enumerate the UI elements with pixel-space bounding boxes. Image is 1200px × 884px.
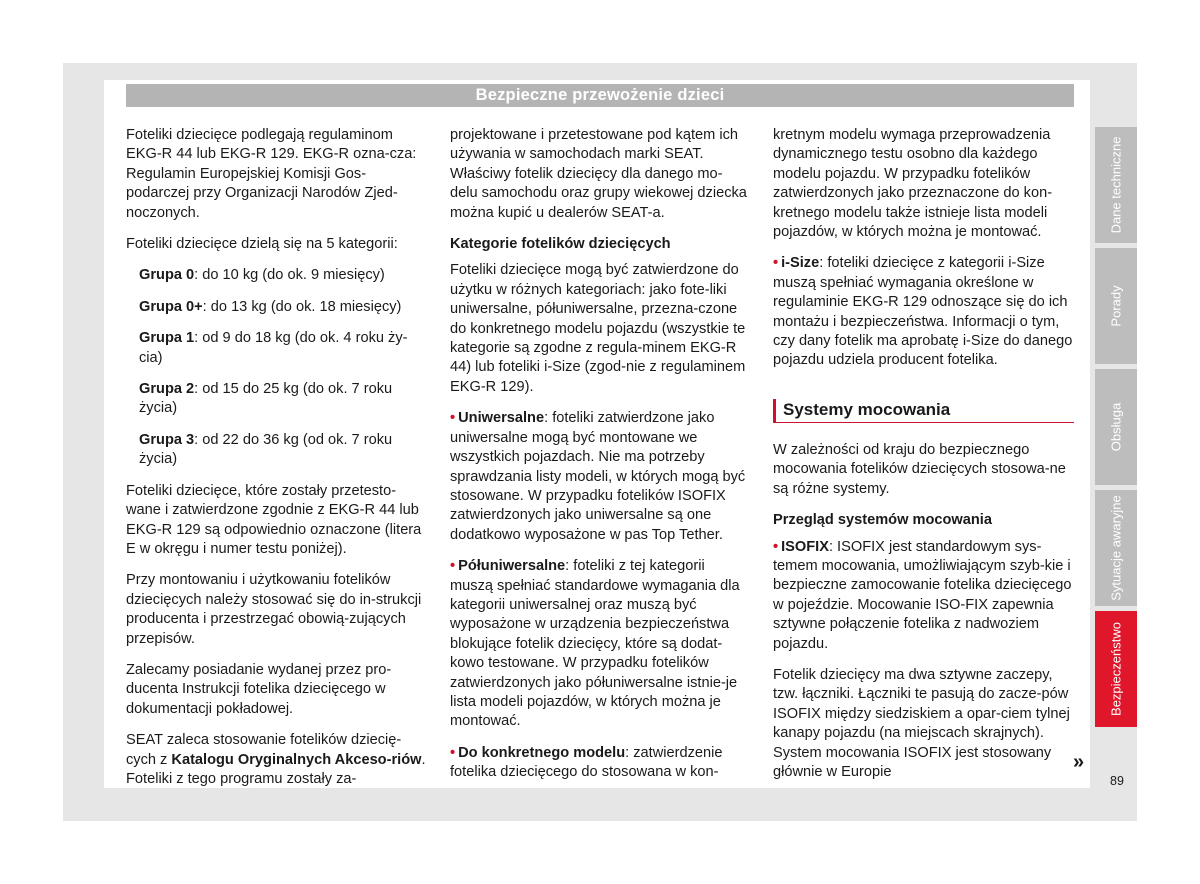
group-name: Grupa 2 bbox=[139, 381, 195, 398]
paragraph: Przy montowaniu i użytkowaniu fotelików dziecięcych należy stosować się do in-strukcji producenta i przestrzegać obowią-zujących przepisów. bbox=[126, 572, 422, 647]
group-name: Grupa 0+ bbox=[139, 298, 203, 315]
bullet-icon: • bbox=[773, 255, 779, 272]
paragraph: Foteliki dziecięce podlegają regulaminom EKG-R 44 lub EKG-R 129. EKG-R ozna-cza: Regulamin Europejskiej Komisji Gos-podarczej przy Organizacji Narodów Zjed-noczonych. bbox=[126, 127, 417, 221]
paragraph: SEAT zaleca stosowanie fotelików dziecię-cych z Katalogu Oryginalnych Akceso-riów. Foteliki z tego programu zostały za- bbox=[126, 732, 426, 787]
continued-arrow-icon: » bbox=[1073, 751, 1085, 773]
tab-obsluga[interactable] bbox=[1095, 369, 1137, 485]
paragraph: Foteliki dziecięce, które zostały przetesto-wane i zatwierdzone zgodnie z EKG-R 44 lub EKG-R 129 są odpowiednio oznaczone (litera E w okręgu i numer testu poniżej). bbox=[126, 482, 422, 557]
tab-bezpieczenstwo[interactable] bbox=[1095, 611, 1137, 727]
tab-label: Sytuacje awaryjne bbox=[1108, 495, 1124, 601]
subheading: Przegląd systemów mocowania bbox=[773, 512, 992, 529]
bullet-item: • Uniwersalne: foteliki zatwierdzone jako uniwersalne mogą być montowane we wszystkich pojazdach. Nie ma potrzeby sprawdzania listy modeli, w których mogą być stosowane. W przypadku fotelików ISOFIX zatwierdzonych jako uniwersalne są one dodatkowo wyposażone w pas Top Tether. bbox=[450, 410, 746, 543]
paragraph: Fotelik dziecięcy ma dwa sztywne zaczepy, tzw. łączniki. Łączniki te pasują do zacze-pów ISOFIX między siedziskiem a opar-ciem tylnej kanapy pojazdu (na miejscach skrajnych). System mocowania ISOFIX jest stosowany głównie w Europie bbox=[773, 666, 1070, 780]
group-text: : do 10 kg (do ok. 9 miesięcy) bbox=[194, 267, 385, 284]
group-text: : od 22 do 36 kg (od ok. 7 roku życia) bbox=[139, 431, 393, 468]
page-number: 89 bbox=[1110, 774, 1124, 788]
text-column-3 bbox=[773, 126, 1074, 794]
tab-label: Dane techniczne bbox=[1108, 136, 1124, 234]
group-item bbox=[126, 266, 426, 285]
text-column-2 bbox=[450, 126, 748, 795]
tab-label: Porady bbox=[1108, 285, 1124, 327]
section-title: Systemy mocowania bbox=[773, 399, 1074, 423]
subheading: Kategorie fotelików dziecięcych bbox=[450, 236, 671, 253]
group-item bbox=[126, 329, 426, 368]
bullet-item: • ISOFIX: ISOFIX jest standardowym sys-temem mocowania, umożliwiającym szyb-kie i bezpieczne zamocowanie fotelika dziecięcego w pojeździe. Mocowanie ISO-FIX zapewnia sztywne połączenie fotelika z nadwoziem pojazdu. bbox=[773, 538, 1072, 652]
group-name: Grupa 3 bbox=[139, 431, 195, 448]
paragraph: W zależności od kraju do bezpiecznego mocowania fotelików dziecięcych stosowa-ne są różne systemy. bbox=[773, 441, 1066, 497]
group-item bbox=[126, 431, 426, 470]
bullet-icon: • bbox=[450, 744, 456, 761]
chapter-header: Bezpieczne przewożenie dzieci bbox=[126, 84, 1074, 107]
bullet-item: • i-Size: foteliki dziecięce z kategorii i-Size muszą spełniać wymagania określone w regulaminie EKG-R 129 odnoszące się do ich montażu i bezpieczeństwa. Informacji o tym, czy dany fotelik ma aprobatę i-Size do danego pojazdu udziela producent fotelika. bbox=[773, 255, 1073, 369]
tab-dane-techniczne[interactable] bbox=[1095, 127, 1137, 243]
group-name: Grupa 1 bbox=[139, 330, 195, 347]
group-text: : do 13 kg (do ok. 18 miesięcy) bbox=[202, 298, 402, 315]
group-text: : od 9 do 18 kg (do ok. 4 roku ży-cia) bbox=[139, 330, 408, 366]
paragraph: projektowane i przetestowane pod kątem ich używania w samochodach marki SEAT. Właściwy fotelik dziecięcy dla danego mo-delu samochodu oraz grupy wiekowej dziecka można kupić u dealerów SEAT-a. bbox=[450, 127, 747, 221]
paragraph: Foteliki dziecięce dzielą się na 5 kategorii: bbox=[126, 236, 398, 253]
bullet-item: • Półuniwersalne: foteliki z tej kategorii muszą spełniać standardowe wymagania dla kategorii uniwersalnej oraz muszą być wyposażone w urządzenia bezpieczeństwa blokujące fotelik dziecięcy, które są dodat-kowo testowane. W przypadku fotelików zatwierdzonych jako półuniwersalne istnie-je lista modeli pojazdów, w których można je montować. bbox=[450, 558, 740, 730]
group-name: Grupa 0 bbox=[139, 267, 195, 284]
paragraph: Zalecamy posiadanie wydanej przez pro-ducenta Instrukcji fotelika dziecięcego w dokumentacji pokładowej. bbox=[126, 661, 392, 717]
bullet-icon: • bbox=[450, 558, 456, 575]
tab-label: Bezpieczeństwo bbox=[1108, 622, 1124, 716]
tab-sytuacje-awaryjne[interactable] bbox=[1095, 490, 1137, 606]
tab-porady[interactable] bbox=[1095, 248, 1137, 364]
paragraph: kretnym modelu wymaga przeprowadzenia dynamicznego testu osobno dla każdego modelu pojazdu. W przypadku fotelików zatwierdzonych jako przeznaczone do kon-kretnego modelu także istnieje lista modeli pojazdów, w których można je montować. bbox=[773, 127, 1053, 241]
bullet-icon: • bbox=[450, 410, 456, 427]
bullet-item: • Do konkretnego modelu: zatwierdzenie fotelika dziecięcego do stosowana w kon- bbox=[450, 744, 723, 781]
tab-label: Obsługa bbox=[1108, 402, 1124, 452]
bullet-icon: • bbox=[773, 538, 779, 555]
paragraph: Foteliki dziecięce mogą być zatwierdzone do użytku w różnych kategoriach: jako fote-liki uniwersalne, półuniwersalne, przezna-czone do konkretnego modelu pojazdu (wszystkie te kategorie są zgodne z regula-minem EKG-R 44) lub foteliki i-Size (zgod-nie z regulaminem EKG-R 129). bbox=[450, 262, 746, 395]
group-item bbox=[126, 298, 426, 317]
text-column-1 bbox=[126, 126, 426, 801]
group-item bbox=[126, 380, 426, 419]
group-text: : od 15 do 25 kg (do ok. 7 roku życia) bbox=[139, 381, 393, 417]
catalog-name: Katalogu Oryginalnych Akceso-riów bbox=[171, 751, 422, 768]
